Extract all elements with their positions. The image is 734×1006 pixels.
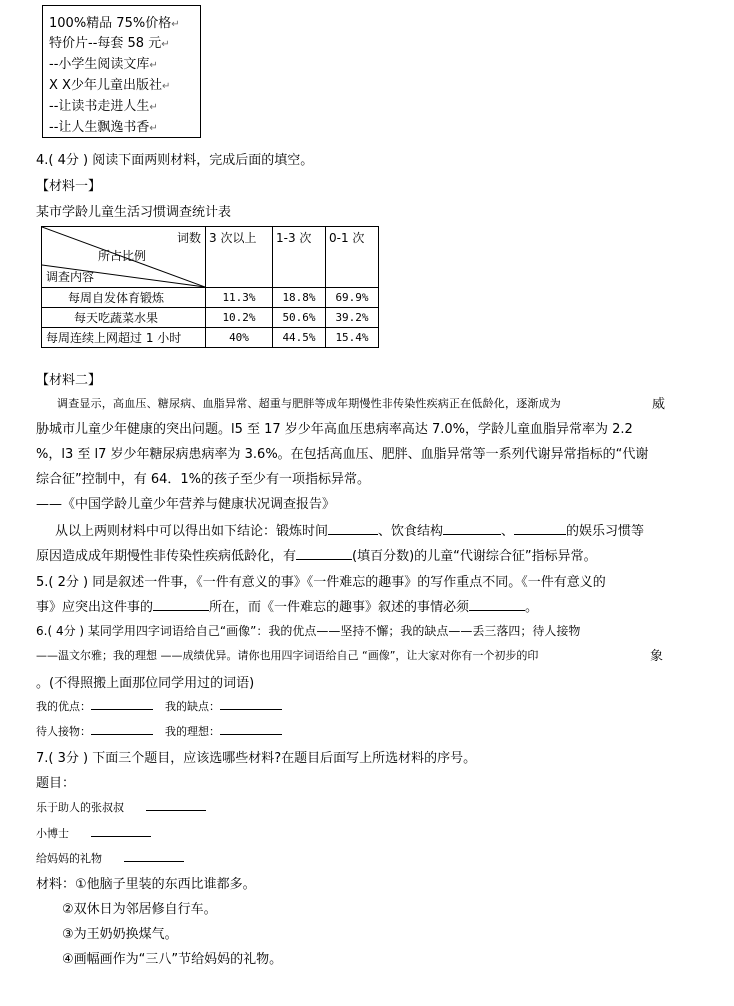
answer-blank[interactable] bbox=[443, 522, 501, 535]
answer-blank[interactable] bbox=[153, 598, 209, 611]
answer-blank[interactable] bbox=[220, 697, 282, 710]
material-item: ②双休日为邻居修自行车。 bbox=[62, 902, 217, 917]
advert-line: --让人生飘逸书香↵ bbox=[49, 120, 158, 135]
table-title: 某市学龄儿童生活习惯调查统计表 bbox=[36, 205, 232, 220]
material-item: ④画幅画作为“三八”节给妈妈的礼物。 bbox=[62, 952, 283, 967]
q6-note: 。(不得照搬上面那位同学用过的词语) bbox=[36, 676, 255, 691]
q6-stem: ——温文尔雅；我的理想 ——成绩优异。请你也用四字词语给自己 “画像”，让大家对你有一个初步的印 bbox=[36, 649, 539, 662]
table-cell: 50.6% bbox=[273, 308, 326, 328]
topic-row: 乐于助人的张叔叔 bbox=[36, 798, 206, 815]
material-item: 材料：①他脑子里装的东西比谁都多。 bbox=[36, 877, 256, 892]
table-cell: 39.2% bbox=[326, 308, 379, 328]
answer-blank[interactable] bbox=[469, 598, 525, 611]
q5-fill-line: 事》应突出这件事的 所在，而《一件难忘的趣事》叙述的事情必须 。 bbox=[36, 600, 539, 615]
material2-paragraph: 调查显示，高血压、糖尿病、血脂异常、超重与肥胖等成年期慢性非传染性疾病正在低龄化，逐渐成为 bbox=[57, 397, 561, 410]
table-row bbox=[42, 288, 379, 308]
table-cell: 18.8% bbox=[273, 288, 326, 308]
table-cell: 69.9% bbox=[326, 288, 379, 308]
q6-stem-end: 象 bbox=[650, 649, 664, 664]
q4-fill-line: 从以上两则材料中可以得出如下结论：锻炼时间 、饮食结构 、 的娱乐习惯等 bbox=[55, 524, 645, 539]
corner-top-label: 词数 bbox=[176, 231, 201, 245]
material2-paragraph: %，l3 至 l7 岁少年糖尿病患病率为 3.6%。在包括高血压、肥胖、血脂异常等一系列代谢异常指标的“代谢 bbox=[36, 447, 649, 462]
answer-blank[interactable] bbox=[91, 697, 153, 710]
material2-heading: 【材料二】 bbox=[36, 373, 102, 388]
advert-line: X X少年儿童出版社↵ bbox=[49, 78, 171, 93]
q6-answer-row: 我的优点： 我的缺点： bbox=[36, 697, 282, 714]
corner-cell bbox=[42, 227, 206, 288]
q5-stem: 5.( 2分 ) 同是叙述一件事，《一件有意义的事》《一件难忘的趣事》的写作重点不同。《一件有意义的 bbox=[36, 575, 606, 590]
corner-mid-label: 所占比例 bbox=[98, 249, 147, 263]
table-cell: 11.3% bbox=[206, 288, 273, 308]
answer-blank[interactable] bbox=[328, 522, 378, 535]
table-header-row bbox=[42, 227, 379, 288]
q7-stem: 7.( 3分 ) 下面三个题目，应该选哪些材料?在题目后面写上所选材料的序号。 bbox=[36, 751, 477, 766]
answer-blank[interactable] bbox=[124, 849, 184, 862]
q4-stem: 4.( 4分 ) 阅读下面两则材料，完成后面的填空。 bbox=[36, 153, 314, 168]
advert-line: --让读书走进人生↵ bbox=[49, 99, 158, 114]
table-cell: 15.4% bbox=[326, 328, 379, 348]
table-cell: 44.5% bbox=[273, 328, 326, 348]
material-item: ③为王奶奶换煤气。 bbox=[62, 927, 178, 942]
topic-row: 给妈妈的礼物 bbox=[36, 849, 184, 866]
answer-blank[interactable] bbox=[91, 824, 151, 837]
answer-blank[interactable] bbox=[91, 722, 153, 735]
answer-blank[interactable] bbox=[514, 522, 566, 535]
q6-stem: 6.( 4分 ) 某同学用四字词语给自己“画像”：我的优点——坚持不懈；我的缺点——丢三落四；待人接物 bbox=[36, 624, 581, 638]
table-cell: 10.2% bbox=[206, 308, 273, 328]
answer-blank[interactable] bbox=[296, 547, 352, 560]
material1-heading: 【材料一】 bbox=[36, 179, 102, 194]
q4-fill-line: 原因造成成年期慢性非传染性疾病低龄化，有 (填百分数)的儿童“代谢综合征”指标异常。 bbox=[36, 549, 597, 564]
topics-heading: 题目： bbox=[36, 776, 76, 791]
answer-blank[interactable] bbox=[220, 722, 282, 735]
source-citation: ——《中国学龄儿童少年营养与健康状况调查报告》 bbox=[36, 497, 336, 512]
table-cell: 40% bbox=[206, 328, 273, 348]
advert-line: 特价片--每套 58 元↵ bbox=[49, 36, 170, 51]
material2-paragraph: 综合征”控制中，有 64．1%的孩子至少有一项指标异常。 bbox=[36, 472, 371, 487]
q6-answer-row: 待人接物： 我的理想： bbox=[36, 722, 282, 739]
advert-box bbox=[42, 5, 201, 138]
column-header: 0-1 次 bbox=[326, 227, 379, 288]
row-label: 每周自发体育锻炼 bbox=[42, 288, 206, 308]
row-label: 每天吃蔬菜水果 bbox=[42, 308, 206, 328]
table-row bbox=[42, 308, 379, 328]
answer-blank[interactable] bbox=[146, 798, 206, 811]
corner-bottom-label: 调查内容 bbox=[46, 270, 95, 284]
material2-paragraph-end: 威 bbox=[652, 397, 666, 412]
topic-row: 小博士 bbox=[36, 824, 151, 841]
material2-paragraph: 胁城市儿童少年健康的突出问题。l5 至 17 岁少年高血压患病率高达 7.0%，学龄儿童血脂异常率为 2.2 bbox=[36, 422, 633, 437]
table-row bbox=[42, 328, 379, 348]
survey-table bbox=[41, 226, 379, 348]
advert-line: 100%精品 75%价格↵ bbox=[49, 16, 180, 31]
advert-line: --小学生阅读文库↵ bbox=[49, 57, 158, 72]
column-header: 1-3 次 bbox=[273, 227, 326, 288]
column-header: 3 次以上 bbox=[206, 227, 273, 288]
row-label: 每周连续上网超过 1 小时 bbox=[42, 328, 206, 348]
